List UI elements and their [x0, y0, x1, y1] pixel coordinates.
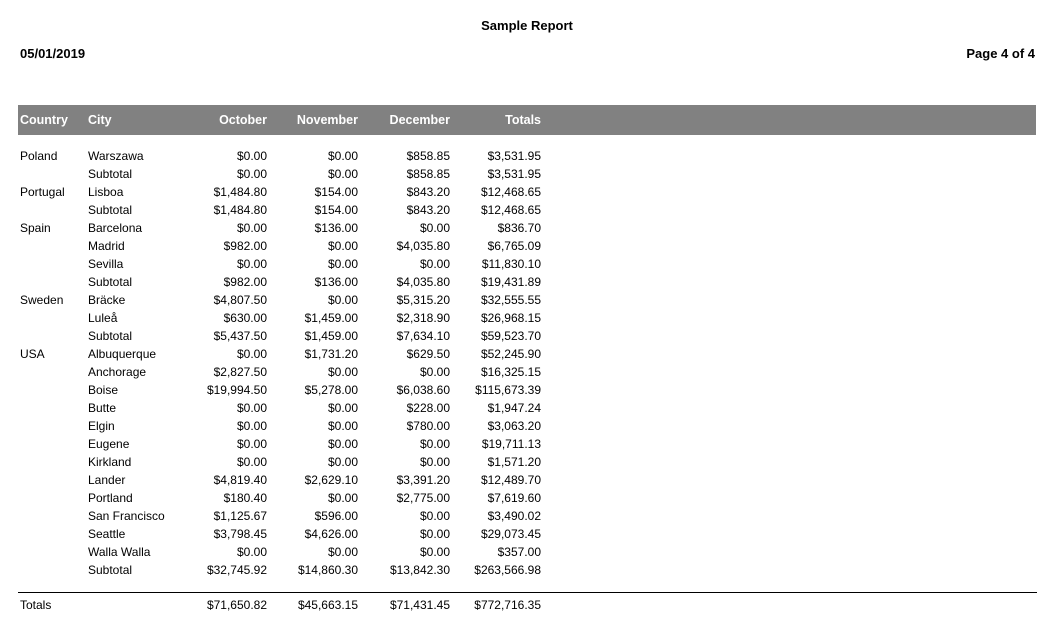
december-cell: $0.00 — [419, 509, 450, 523]
october-cell: $0.00 — [236, 221, 267, 235]
october-cell: $982.00 — [223, 239, 267, 253]
table-row — [18, 219, 1036, 237]
totals-cell: $7,619.60 — [487, 491, 541, 505]
grand-total-row — [18, 596, 1036, 614]
november-cell: $0.00 — [327, 167, 358, 181]
october-cell: $1,484.80 — [213, 203, 267, 217]
october-cell: $630.00 — [223, 311, 267, 325]
totals-cell: $16,325.15 — [480, 365, 541, 379]
city-cell: Elgin — [88, 419, 115, 433]
city-cell: Lander — [88, 473, 126, 487]
country-cell: Sweden — [20, 293, 64, 307]
city-cell: Kirkland — [88, 455, 132, 469]
december-cell: $0.00 — [419, 365, 450, 379]
totals-cell: $1,571.20 — [487, 455, 541, 469]
table-row — [18, 435, 1036, 453]
city-cell: Sevilla — [88, 257, 124, 271]
october-cell: $180.40 — [223, 491, 267, 505]
table-row — [18, 381, 1036, 399]
table-row — [18, 183, 1036, 201]
totals-cell: $19,711.13 — [481, 437, 541, 451]
december-cell: $629.50 — [406, 347, 450, 361]
december-cell: $843.20 — [406, 185, 450, 199]
totals-cell: $29,073.45 — [480, 527, 541, 541]
november-cell: $0.00 — [327, 365, 358, 379]
november-cell: $0.00 — [327, 545, 358, 559]
october-cell: $4,819.40 — [213, 473, 267, 487]
november-cell: $0.00 — [327, 293, 358, 307]
table-row — [18, 417, 1036, 435]
october-cell: $2,827.50 — [213, 365, 267, 379]
totals-cell: $1,947.24 — [487, 401, 541, 415]
table-row — [18, 471, 1036, 489]
december-cell: $5,315.20 — [396, 293, 450, 307]
december-cell: $858.85 — [406, 167, 450, 181]
totals-cell: $263,566.98 — [474, 563, 541, 577]
november-cell: $1,459.00 — [304, 311, 358, 325]
december-cell: $858.85 — [406, 149, 450, 163]
column-header-country: Country — [20, 113, 68, 127]
november-cell: $4,626.00 — [304, 527, 358, 541]
table-row — [18, 525, 1036, 543]
november-cell: $1,459.00 — [304, 329, 358, 343]
city-cell: Anchorage — [88, 365, 147, 379]
city-cell: San Francisco — [88, 509, 165, 523]
page-title: Sample Report — [481, 18, 573, 33]
totals-cell: $3,490.02 — [487, 509, 541, 523]
city-cell: Walla Walla — [88, 545, 151, 559]
table-row — [18, 327, 1036, 345]
october-cell: $4,807.50 — [213, 293, 267, 307]
totals-cell: $6,765.09 — [487, 239, 541, 253]
city-cell: Boise — [88, 383, 119, 397]
october-cell: $0.00 — [236, 257, 267, 271]
november-cell: $136.00 — [314, 275, 358, 289]
city-cell: Barcelona — [88, 221, 143, 235]
totals-cell: $3,531.95 — [487, 167, 541, 181]
november-cell: $596.00 — [314, 509, 358, 523]
table-row — [18, 507, 1036, 525]
table-body — [18, 147, 1036, 579]
city-cell: Subtotal — [88, 167, 133, 181]
table-row — [18, 561, 1036, 579]
column-header-december: December — [389, 113, 450, 127]
column-header-november: November — [296, 113, 358, 127]
december-cell: $0.00 — [419, 257, 450, 271]
table-row — [18, 273, 1036, 291]
october-cell: $19,994.50 — [206, 383, 267, 397]
december-cell: $2,318.90 — [396, 311, 450, 325]
october-cell: $0.00 — [236, 167, 267, 181]
totals-cell: $357.00 — [497, 545, 541, 559]
december-cell: $0.00 — [419, 455, 450, 469]
november-cell: $0.00 — [327, 257, 358, 271]
november-cell: $0.00 — [327, 401, 358, 415]
table-row — [18, 363, 1036, 381]
table-row — [18, 489, 1036, 507]
grand-total-december: $71,431.45 — [389, 598, 450, 612]
october-cell: $5,437.50 — [213, 329, 267, 343]
october-cell: $982.00 — [223, 275, 267, 289]
totals-cell: $12,468.65 — [480, 185, 541, 199]
october-cell: $0.00 — [236, 347, 267, 361]
november-cell: $0.00 — [327, 419, 358, 433]
december-cell: $228.00 — [406, 401, 450, 415]
city-cell: Subtotal — [88, 329, 133, 343]
country-cell: Poland — [20, 149, 58, 163]
report-date: 05/01/2019 — [20, 46, 86, 61]
totals-cell: $19,431.89 — [480, 275, 541, 289]
city-cell: Madrid — [88, 239, 125, 253]
city-cell: Butte — [88, 401, 117, 415]
totals-cell: $11,830.10 — [481, 257, 541, 271]
december-cell: $0.00 — [419, 221, 450, 235]
grand-total-october: $71,650.82 — [206, 598, 267, 612]
grand-total-label: Totals — [20, 598, 52, 612]
table-row — [18, 543, 1036, 561]
table-row — [18, 309, 1036, 327]
november-cell: $2,629.10 — [304, 473, 358, 487]
totals-cell: $836.70 — [497, 221, 541, 235]
table-row — [18, 399, 1036, 417]
table-row — [18, 201, 1036, 219]
october-cell: $0.00 — [236, 545, 267, 559]
december-cell: $3,391.20 — [396, 473, 450, 487]
table-row — [18, 345, 1036, 363]
totals-cell: $3,063.20 — [487, 419, 541, 433]
grand-total-totals: $772,716.35 — [474, 598, 541, 612]
totals-cell: $115,673.39 — [475, 383, 541, 397]
city-cell: Portland — [88, 491, 133, 505]
city-cell: Subtotal — [88, 275, 133, 289]
november-cell: $0.00 — [327, 491, 358, 505]
table-row — [18, 453, 1036, 471]
december-cell: $13,842.30 — [389, 563, 450, 577]
december-cell: $780.00 — [406, 419, 450, 433]
october-cell: $0.00 — [236, 401, 267, 415]
city-cell: Lisboa — [88, 185, 124, 199]
november-cell: $0.00 — [327, 437, 358, 451]
october-cell: $32,745.92 — [206, 563, 267, 577]
totals-cell: $12,468.65 — [480, 203, 541, 217]
city-cell: Subtotal — [88, 563, 133, 577]
december-cell: $7,634.10 — [396, 329, 450, 343]
october-cell: $1,125.67 — [213, 509, 267, 523]
december-cell: $843.20 — [406, 203, 450, 217]
december-cell: $0.00 — [419, 437, 450, 451]
november-cell: $14,860.30 — [297, 563, 358, 577]
table-row — [18, 147, 1036, 165]
november-cell: $154.00 — [314, 185, 358, 199]
october-cell: $0.00 — [236, 149, 267, 163]
december-cell: $6,038.60 — [396, 383, 450, 397]
november-cell: $0.00 — [327, 455, 358, 469]
november-cell: $136.00 — [314, 221, 358, 235]
country-cell: Portugal — [20, 185, 65, 199]
city-cell: Warszawa — [88, 149, 144, 163]
december-cell: $4,035.80 — [396, 239, 450, 253]
totals-cell: $59,523.70 — [480, 329, 541, 343]
table-row — [18, 255, 1036, 273]
city-cell: Eugene — [88, 437, 130, 451]
december-cell: $4,035.80 — [396, 275, 450, 289]
table-row — [18, 165, 1036, 183]
table-header-row — [18, 105, 1036, 135]
column-header-totals: Totals — [505, 113, 541, 127]
city-cell: Subtotal — [88, 203, 133, 217]
november-cell: $0.00 — [327, 239, 358, 253]
november-cell: $5,278.00 — [304, 383, 358, 397]
city-cell: Albuquerque — [88, 347, 157, 361]
totals-cell: $26,968.15 — [480, 311, 541, 325]
page-indicator: Page 4 of 4 — [966, 46, 1035, 61]
october-cell: $0.00 — [236, 455, 267, 469]
totals-cell: $12,489.70 — [480, 473, 541, 487]
column-header-city: City — [88, 113, 112, 127]
grand-total-divider — [18, 592, 1037, 593]
grand-total-november: $45,663.15 — [297, 598, 358, 612]
city-cell: Bräcke — [88, 293, 126, 307]
november-cell: $154.00 — [314, 203, 358, 217]
november-cell: $0.00 — [327, 149, 358, 163]
totals-cell: $3,531.95 — [487, 149, 541, 163]
totals-cell: $52,245.90 — [480, 347, 541, 361]
october-cell: $3,798.45 — [213, 527, 267, 541]
country-cell: USA — [20, 347, 45, 361]
table-row — [18, 237, 1036, 255]
december-cell: $0.00 — [419, 545, 450, 559]
december-cell: $0.00 — [419, 527, 450, 541]
october-cell: $0.00 — [236, 419, 267, 433]
country-cell: Spain — [20, 221, 51, 235]
totals-cell: $32,555.55 — [480, 293, 541, 307]
october-cell: $1,484.80 — [213, 185, 267, 199]
column-header-october: October — [219, 113, 267, 127]
november-cell: $1,731.20 — [304, 347, 358, 361]
table-row — [18, 291, 1036, 309]
october-cell: $0.00 — [236, 437, 267, 451]
city-cell: Seattle — [88, 527, 126, 541]
city-cell: Luleå — [88, 311, 118, 325]
december-cell: $2,775.00 — [396, 491, 450, 505]
